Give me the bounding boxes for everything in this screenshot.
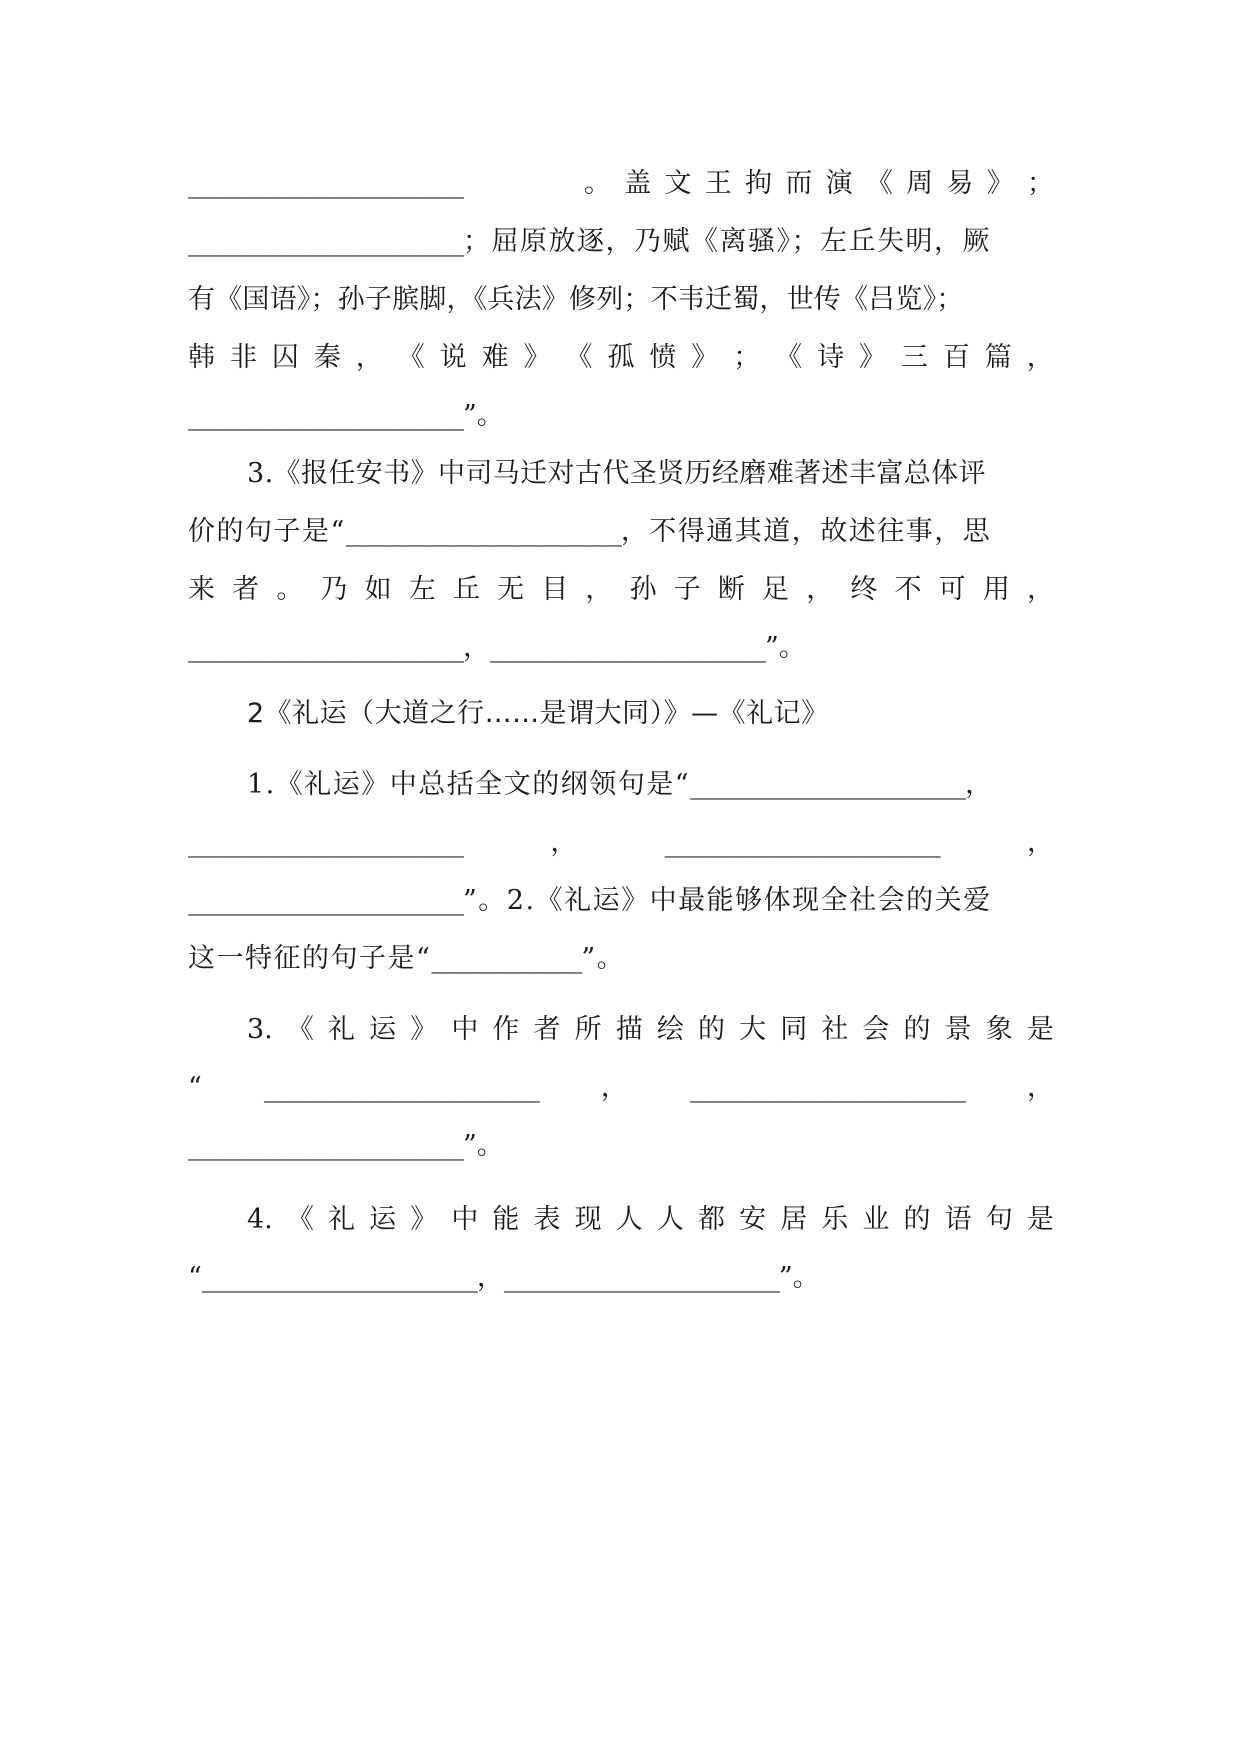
punctuation: ， bbox=[1027, 1072, 1054, 1103]
text-char: ； bbox=[733, 342, 761, 373]
passage-line-5 bbox=[188, 394, 1054, 438]
text-char: 运 bbox=[369, 1204, 397, 1235]
text-char: 《 bbox=[775, 342, 803, 373]
text-char: 语 bbox=[944, 1204, 972, 1235]
text-char: 》 bbox=[523, 342, 551, 373]
text-char: 难 bbox=[481, 342, 509, 373]
punctuation: “ bbox=[188, 1262, 202, 1293]
text-char: 非 bbox=[229, 342, 257, 373]
text-char: 社 bbox=[821, 1014, 849, 1045]
text-char: 描 bbox=[615, 1014, 643, 1045]
text-char: 《 bbox=[397, 342, 425, 373]
text-char: ； bbox=[1026, 168, 1054, 199]
text-char: 易 bbox=[946, 168, 974, 199]
text-char: ， bbox=[355, 342, 383, 373]
text-char: 人 bbox=[615, 1204, 643, 1235]
text-char: 4. bbox=[247, 1204, 273, 1235]
question-text: 1.《礼运》中总括全文的纲领句是“ bbox=[247, 769, 691, 800]
punctuation: ”。 bbox=[581, 943, 626, 974]
text-char: 绘 bbox=[656, 1014, 684, 1045]
text-char: 是 bbox=[1026, 1204, 1054, 1235]
text-char: 可 bbox=[938, 574, 966, 605]
question-3-line-4 bbox=[188, 626, 1054, 670]
text-char: 断 bbox=[717, 574, 745, 605]
punctuation: ， bbox=[965, 769, 994, 800]
text-char: 《 bbox=[565, 342, 593, 373]
text-char: 的 bbox=[697, 1014, 725, 1045]
text-char: 无 bbox=[497, 574, 525, 605]
text-char: 篇 bbox=[984, 342, 1012, 373]
text-char: 韩 bbox=[188, 342, 215, 373]
text-char: 中 bbox=[451, 1204, 479, 1235]
text-char: 》 bbox=[410, 1014, 438, 1045]
fill-blank[interactable]: ______________________ bbox=[664, 827, 940, 858]
text-char: 孙 bbox=[629, 574, 657, 605]
text-char: 诗 bbox=[817, 342, 845, 373]
passage-line-1 bbox=[188, 162, 1054, 206]
text-char: 王 bbox=[704, 168, 732, 199]
question-3-line-1: 3.《报任安书》中司马迁对古代圣贤历经磨难著述丰富总体评 bbox=[247, 458, 986, 489]
fill-blank[interactable]: ______________________ bbox=[201, 1262, 477, 1293]
text-char: 》 bbox=[410, 1204, 438, 1235]
text-char: 如 bbox=[364, 574, 392, 605]
text-char: 而 bbox=[785, 168, 813, 199]
text-char: 都 bbox=[697, 1204, 725, 1235]
text-char: 足 bbox=[762, 574, 790, 605]
passage-text bbox=[584, 162, 1054, 206]
text-char: 乃 bbox=[320, 574, 348, 605]
fill-blank[interactable]: ______________________ bbox=[188, 885, 463, 916]
passage-line-2 bbox=[188, 220, 1054, 264]
text-char: 现 bbox=[574, 1204, 602, 1235]
fill-blank[interactable]: ______________________ bbox=[503, 1262, 779, 1293]
text-char: 说 bbox=[439, 342, 467, 373]
text-char: 孤 bbox=[607, 342, 635, 373]
question-text: ，不得通其道，故述往事，思 bbox=[620, 516, 992, 547]
punctuation: “ bbox=[188, 1072, 202, 1103]
fill-blank[interactable]: ______________________ bbox=[689, 1072, 965, 1103]
text-char: 秦 bbox=[313, 342, 341, 373]
text-char: 者 bbox=[232, 574, 260, 605]
text-char: 左 bbox=[408, 574, 436, 605]
text-char: 《 bbox=[286, 1014, 314, 1045]
question-text: 价的句子是“ bbox=[188, 516, 346, 547]
text-char: 所 bbox=[574, 1014, 602, 1045]
punctuation: ， bbox=[1026, 827, 1054, 858]
text-char: 乐 bbox=[821, 1204, 849, 1235]
text-char: 景 bbox=[944, 1014, 972, 1045]
text-char: 《 bbox=[865, 168, 893, 199]
s2-question-3-line-2 bbox=[188, 1066, 1054, 1110]
text-char: 业 bbox=[862, 1204, 890, 1235]
text-char: 目 bbox=[541, 574, 569, 605]
text-char: 百 bbox=[942, 342, 970, 373]
text-char: 》 bbox=[859, 342, 886, 373]
text-char: 同 bbox=[780, 1014, 808, 1045]
text-char: 用 bbox=[982, 574, 1010, 605]
punctuation: ”。 bbox=[463, 1130, 504, 1161]
punctuation: ， bbox=[476, 1262, 504, 1293]
s2-question-1-line-1 bbox=[247, 763, 1054, 807]
question-text: 这一特征的句子是“ bbox=[188, 943, 432, 974]
text-char: 。 bbox=[276, 574, 304, 605]
text-char: 居 bbox=[780, 1204, 808, 1235]
passage-text: ；屈原放逐，乃赋《离骚》；左丘失明，厥 bbox=[463, 226, 991, 257]
punctuation: ”。 bbox=[778, 1262, 820, 1293]
text-char: 三 bbox=[900, 342, 928, 373]
text-char: 来 bbox=[188, 574, 215, 605]
s2-question-1-line-2 bbox=[188, 821, 1054, 865]
fill-blank[interactable]: ______________________ bbox=[188, 400, 463, 431]
text-char: 作 bbox=[492, 1014, 520, 1045]
text-char: 文 bbox=[664, 168, 692, 199]
s2-question-1-line-3 bbox=[188, 879, 1054, 923]
fill-blank[interactable]: ______________________ bbox=[490, 632, 765, 663]
question-3-line-3 bbox=[188, 568, 1054, 612]
fill-blank[interactable]: ______________________ bbox=[188, 1130, 463, 1161]
s2-question-3-line-3 bbox=[188, 1124, 1054, 1168]
text-char: 安 bbox=[739, 1204, 767, 1235]
text-char: 》 bbox=[691, 342, 719, 373]
text-char: 丘 bbox=[452, 574, 480, 605]
text-char: ， bbox=[806, 574, 834, 605]
text-char: 能 bbox=[492, 1204, 520, 1235]
text-char: 运 bbox=[369, 1014, 397, 1045]
text-char: 会 bbox=[862, 1014, 890, 1045]
fill-blank[interactable]: ______________________ bbox=[188, 168, 463, 199]
text-char: 《 bbox=[286, 1204, 314, 1235]
text-char: 拘 bbox=[745, 168, 773, 199]
question-3-line-2 bbox=[188, 510, 1054, 554]
text-char: 子 bbox=[673, 574, 701, 605]
text-char: 演 bbox=[825, 168, 853, 199]
text-char: ， bbox=[1026, 342, 1054, 373]
text-char: ， bbox=[585, 574, 613, 605]
s2-question-4-line-1 bbox=[247, 1198, 1054, 1242]
text-char: 象 bbox=[985, 1014, 1013, 1045]
text-char: 周 bbox=[906, 168, 934, 199]
text-char: 礼 bbox=[327, 1014, 355, 1045]
text-char: 。 bbox=[584, 168, 611, 199]
text-char: 的 bbox=[903, 1014, 931, 1045]
text-char: 3. bbox=[247, 1014, 273, 1045]
text-char: 者 bbox=[533, 1014, 561, 1045]
text-char: 是 bbox=[1026, 1014, 1054, 1045]
text-char: 愤 bbox=[649, 342, 677, 373]
text-char: 》 bbox=[986, 168, 1014, 199]
passage-line-4 bbox=[188, 336, 1054, 380]
question-text: ”。2.《礼运》中最能够体现全社会的关爱 bbox=[463, 885, 992, 916]
fill-blank[interactable]: ______________________ bbox=[263, 1072, 539, 1103]
text-char: 表 bbox=[533, 1204, 561, 1235]
punctuation: ， bbox=[463, 632, 490, 663]
text-char: 盖 bbox=[624, 168, 652, 199]
fill-blank[interactable]: ______________________ bbox=[345, 516, 621, 547]
text-char: 大 bbox=[739, 1014, 767, 1045]
text-char: 的 bbox=[903, 1204, 931, 1235]
fill-blank[interactable]: ______________________ bbox=[188, 827, 463, 858]
fill-blank[interactable]: ______________________ bbox=[188, 632, 463, 663]
s2-question-4-line-2 bbox=[188, 1256, 1054, 1300]
fill-blank[interactable]: ______________________ bbox=[690, 769, 966, 800]
s2-question-2-line-2 bbox=[188, 937, 1054, 981]
text-char: 终 bbox=[850, 574, 878, 605]
text-char: 句 bbox=[985, 1204, 1013, 1235]
text-char: 人 bbox=[656, 1204, 684, 1235]
punctuation: ， bbox=[550, 827, 578, 858]
punctuation: ， bbox=[600, 1072, 628, 1103]
text-char: 礼 bbox=[327, 1204, 355, 1235]
punctuation: ”。 bbox=[765, 632, 806, 663]
fill-blank[interactable]: ______________________ bbox=[188, 226, 463, 257]
s2-question-3-line-1 bbox=[247, 1008, 1054, 1052]
text-char: 不 bbox=[894, 574, 922, 605]
text-char: 囚 bbox=[271, 342, 299, 373]
passage-line-3: 有《国语》；孙子膑脚，《兵法》修列；不韦迁蜀，世传《吕览》； bbox=[188, 284, 964, 315]
fill-blank[interactable]: ____________ bbox=[431, 943, 582, 974]
passage-text: ”。 bbox=[463, 400, 504, 431]
section-heading: 2《礼运（大道之行……是谓大同）》—《礼记》 bbox=[247, 698, 829, 729]
text-char: ， bbox=[1026, 574, 1054, 605]
text-char: 中 bbox=[451, 1014, 479, 1045]
